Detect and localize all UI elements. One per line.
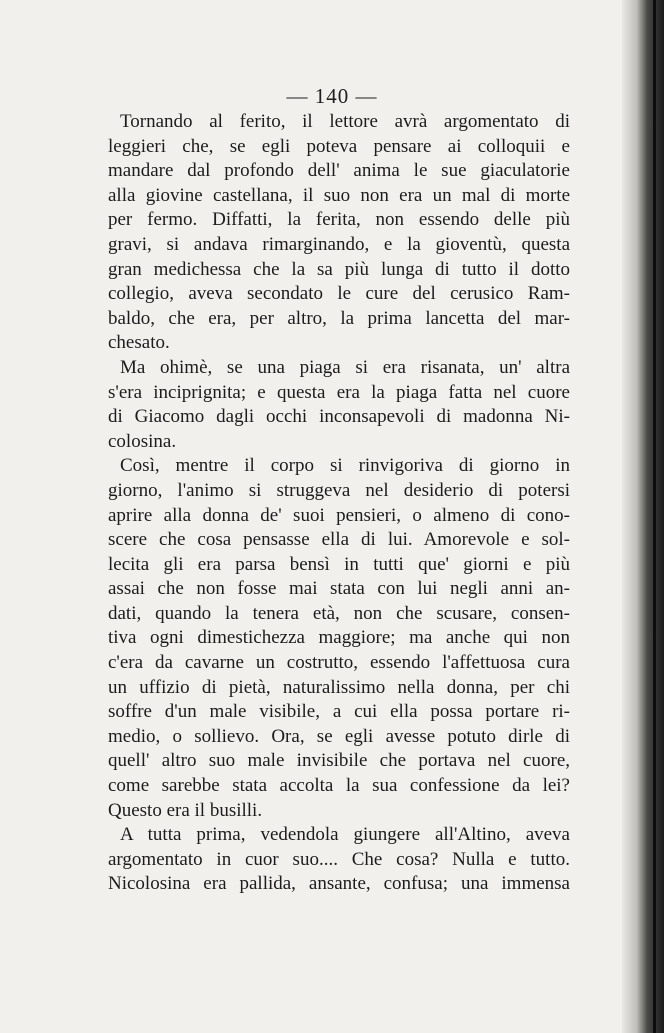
text-line: mandare dal profondo dell' anima le sue giaculatorie — [108, 160, 570, 182]
paragraph — [108, 110, 570, 356]
text-line: chesato. — [108, 332, 170, 354]
text-line: A tutta prima, vedendola giungere all'Altino, aveva — [120, 824, 570, 846]
text-line: aprire alla donna de' suoi pensieri, o almeno di cono- — [108, 504, 570, 526]
text-line: scere che cosa pensasse ella di lui. Amorevole e sol- — [108, 529, 570, 551]
text-line: Ma ohimè, se una piaga si era risanata, un' altra — [120, 356, 570, 378]
text-line: come sarebbe stata accolta la sua confessione da lei? — [108, 775, 570, 797]
text-line: medio, o sollievo. Ora, se egli avesse potuto dirle di — [108, 725, 570, 747]
paragraph — [108, 454, 570, 823]
text-line: gravi, si andava rimarginando, e la gioventù, questa — [108, 233, 570, 255]
text-line: colosina. — [108, 430, 177, 452]
text-line: soffre d'un male visibile, a cui ella possa portare ri- — [108, 701, 570, 723]
text-line: alla giovine castellana, il suo non era un mal di morte — [108, 184, 570, 206]
text-line: quell' altro suo male invisibile che portava nel cuore, — [108, 750, 570, 772]
text-line: collegio, aveva secondato le cure del cerusico Ram- — [108, 283, 570, 305]
text-line: gran medichessa che la sa più lunga di tutto il dotto — [108, 258, 570, 280]
text-line: Tornando al ferito, il lettore avrà argomentato di — [120, 111, 570, 132]
paragraph — [108, 356, 570, 454]
text-line: baldo, che era, per altro, la prima lancetta del mar- — [108, 307, 570, 329]
text-line: tiva ogni dimestichezza maggiore; ma anche qui non — [108, 627, 570, 649]
text-line: dati, quando la tenera età, non che scusare, consen- — [108, 602, 570, 624]
text-line: Nicolosina era pallida, ansante, confusa; una immensa — [108, 873, 570, 895]
page-edge-shadow — [622, 0, 664, 1033]
text-line: giorno, l'animo si struggeva nel desiderio di potersi — [108, 479, 570, 501]
text-line: un uffizio di pietà, naturalissimo nella donna, per chi — [108, 676, 570, 698]
text-line: assai che non fosse mai stata con lui negli anni an- — [108, 578, 570, 600]
paragraph — [108, 823, 570, 897]
text-line: lecita gli era parsa bensì in tutti que' giorni e più — [108, 553, 570, 575]
text-line: Così, mentre il corpo si rinvigoriva di giorno in — [120, 455, 570, 477]
text-line: per fermo. Diffatti, la ferita, non essendo delle più — [108, 209, 570, 231]
text-line: leggieri che, se egli poteva pensare ai colloquii e — [108, 135, 570, 157]
text-line: c'era da cavarne un costrutto, essendo l'affettuosa cura — [108, 652, 570, 674]
page-number: — 140 — — [286, 84, 378, 108]
body-text — [108, 110, 570, 897]
text-line: s'era inciprignita; e questa era la piaga fatta nel cuore — [108, 381, 570, 403]
text-line: Questo era il busilli. — [108, 799, 263, 821]
text-line: di Giacomo dagli occhi inconsapevoli di madonna Ni- — [108, 406, 570, 428]
text-line: argomentato in cuor suo.... Che cosa? Nulla e tutto. — [108, 848, 570, 870]
